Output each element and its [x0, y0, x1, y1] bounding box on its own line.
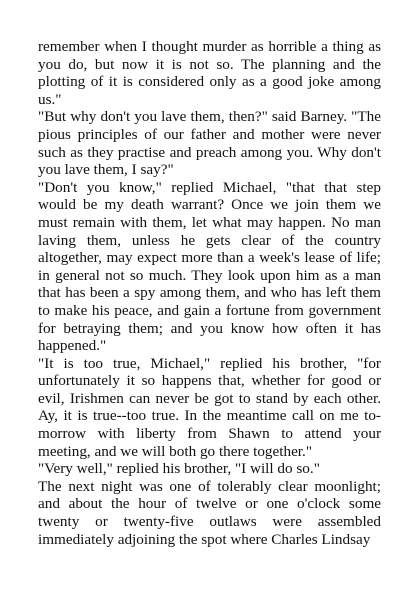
- paragraph: "Don't you know," replied Michael, "that that step would be my death warrant? Once we join them we must remain with them, let what may happen. No man laving them, unless he gets clear of the country altogether, may expect more than a week's lease of life; in general not so much. They look upon him as a man that has been a spy among them, and who has left them to make his peace, and gain a fortune from government for betraying them; and you know how often it has happened.": [38, 178, 381, 355]
- paragraph: The next night was one of tolerably clear moonlight; and about the hour of twelve or one o'clock some twenty or twenty-five outlaws were assembled immediately adjoining the spot where Charles Lindsay: [38, 477, 381, 548]
- paragraph: remember when I thought murder as horrible a thing as you do, but now it is not so. The planning and the plotting of it is considered only as a good joke among us.": [38, 38, 381, 108]
- paragraph: "Very well," replied his brother, "I will do so.": [38, 460, 320, 478]
- paragraph: "But why don't you lave them, then?" said Barney. "The pious principles of our father and mother were never such as they practise and preach among you. Why don't you lave them, I say?": [38, 108, 381, 179]
- paragraph: "It is too true, Michael," replied his brother, "for unfortunately it so happens that, whether for good or evil, Irishmen can never be got to stand by each other. Ay, it is true--too true. In the meantime call on me to-morrow with liberty from Shawn to attend your meeting, and we will both go there together.": [38, 354, 381, 460]
- page-text: [38, 38, 381, 548]
